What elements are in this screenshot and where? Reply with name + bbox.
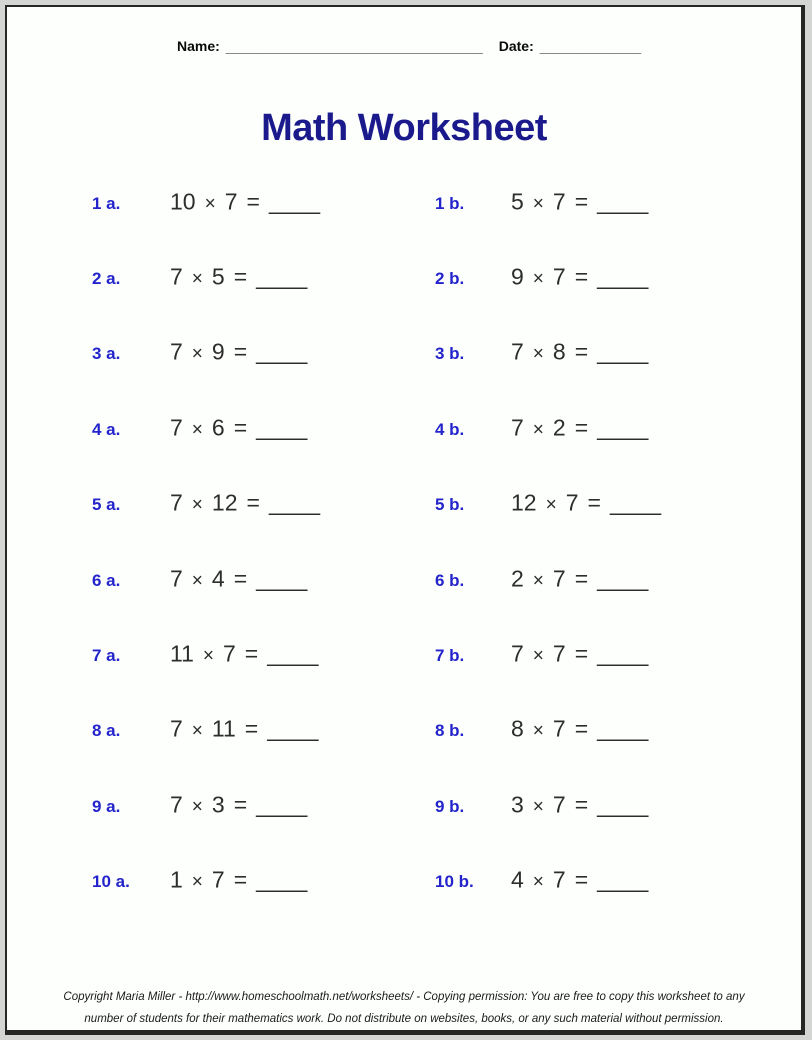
- factor-1: 7: [170, 564, 183, 591]
- times-icon: ×: [545, 494, 557, 516]
- problem-expression: [511, 640, 648, 667]
- equals-sign: =: [574, 263, 589, 290]
- problem-number: 7 b.: [435, 646, 465, 666]
- times-icon: ×: [191, 268, 203, 290]
- problem-number: 1 b.: [435, 193, 465, 213]
- problem-number: 2 b.: [435, 269, 465, 289]
- factor-1: 7: [170, 263, 183, 290]
- answer-blank: ____: [597, 414, 649, 441]
- times-icon: ×: [532, 193, 544, 215]
- equals-sign: =: [233, 263, 248, 290]
- problem-expression: [511, 565, 648, 592]
- answer-blank: ____: [256, 414, 308, 441]
- problem-number: 3 b.: [435, 344, 465, 364]
- problem-number: 4 a.: [92, 419, 121, 439]
- date-label: Date:: [498, 38, 534, 54]
- problem-number: 8 b.: [435, 721, 465, 741]
- times-icon: ×: [191, 871, 203, 893]
- times-icon: ×: [532, 796, 544, 818]
- problem-expression: [511, 263, 648, 290]
- problem-row-9: [7, 769, 801, 844]
- factor-1: 8: [511, 715, 524, 742]
- factor-1: 7: [170, 338, 183, 365]
- problem-number: 7 a.: [92, 646, 121, 666]
- times-icon: ×: [532, 569, 544, 591]
- answer-blank: ____: [597, 564, 649, 591]
- answer-blank: ____: [256, 338, 308, 365]
- problem-number: 9 b.: [435, 796, 465, 816]
- problems-grid: [7, 166, 801, 920]
- problem-number: 2 a.: [92, 269, 121, 289]
- equals-sign: =: [246, 188, 260, 215]
- problem-number: 5 b.: [435, 495, 465, 515]
- times-icon: ×: [191, 720, 203, 742]
- times-icon: ×: [532, 720, 544, 742]
- problem-expression: [170, 640, 318, 667]
- factor-2: 11: [211, 715, 236, 742]
- copyright-footer: [7, 986, 801, 1030]
- problem-expression: [170, 414, 307, 441]
- answer-blank: ____: [256, 263, 308, 290]
- times-icon: ×: [532, 419, 544, 441]
- answer-blank: ____: [609, 489, 662, 516]
- factor-2: 7: [552, 640, 566, 667]
- problem-row-7: [7, 618, 801, 693]
- factor-1: 9: [511, 263, 524, 290]
- equals-sign: =: [574, 791, 589, 818]
- equals-sign: =: [587, 489, 601, 516]
- problem-row-10: [7, 845, 801, 920]
- page-title: Math Worksheet: [261, 107, 547, 149]
- copyright-line-1: Copyright Maria Miller - http://www.homeschoolmath.net/worksheets/ - Copying permission: You are free to copy this worksheet to any: [63, 991, 745, 1003]
- answer-blank: ____: [597, 188, 649, 215]
- factor-1: 1: [170, 866, 183, 893]
- answer-blank: ____: [597, 791, 649, 818]
- problem-expression: [170, 339, 307, 366]
- factor-2: 5: [211, 263, 225, 290]
- factor-1: 4: [511, 866, 524, 893]
- factor-1: 7: [170, 791, 183, 818]
- factor-1: 10: [170, 188, 196, 215]
- answer-blank: ____: [268, 489, 321, 516]
- date-blank-line: _____________: [539, 38, 641, 54]
- times-icon: ×: [191, 419, 203, 441]
- factor-2: 4: [211, 564, 225, 591]
- problem-expression: [170, 867, 307, 894]
- times-icon: ×: [532, 871, 544, 893]
- times-icon: ×: [204, 193, 216, 215]
- problem-number: 5 a.: [92, 495, 121, 515]
- times-icon: ×: [202, 645, 214, 667]
- problem-expression: [511, 339, 648, 366]
- answer-blank: ____: [597, 866, 649, 893]
- factor-2: 6: [211, 414, 225, 441]
- equals-sign: =: [574, 640, 589, 667]
- equals-sign: =: [244, 715, 259, 742]
- problem-row-2: [7, 241, 801, 316]
- equals-sign: =: [233, 564, 248, 591]
- problem-expression: [511, 867, 648, 894]
- times-icon: ×: [532, 645, 544, 667]
- times-icon: ×: [532, 268, 544, 290]
- equals-sign: =: [233, 866, 248, 893]
- times-icon: ×: [532, 343, 544, 365]
- problem-number: 9 a.: [92, 796, 121, 816]
- factor-2: 7: [211, 866, 225, 893]
- problem-number: 10 b.: [435, 872, 474, 892]
- problem-row-4: [7, 392, 801, 467]
- factor-2: 7: [223, 640, 236, 667]
- factor-2: 7: [224, 188, 238, 215]
- times-icon: ×: [191, 569, 203, 591]
- factor-2: 8: [552, 338, 566, 365]
- factor-2: 2: [552, 414, 566, 441]
- problem-number: 3 a.: [92, 344, 121, 364]
- answer-blank: ____: [256, 866, 308, 893]
- problem-number: 1 a.: [92, 193, 121, 213]
- factor-1: 3: [511, 791, 524, 818]
- problem-row-6: [7, 543, 801, 618]
- copyright-line-2: number of students for their mathematics work. Do not distribute on websites, books, or any such material without permission.: [84, 1013, 724, 1025]
- factor-2: 7: [552, 263, 566, 290]
- equals-sign: =: [244, 640, 259, 667]
- problem-number: 4 b.: [435, 419, 465, 439]
- equals-sign: =: [246, 489, 260, 516]
- factor-2: 9: [211, 338, 225, 365]
- answer-blank: ____: [267, 640, 319, 667]
- factor-1: 7: [170, 489, 183, 516]
- name-blank-line: _________________________________: [225, 38, 483, 54]
- equals-sign: =: [574, 866, 589, 893]
- equals-sign: =: [574, 338, 589, 365]
- factor-1: 7: [170, 414, 183, 441]
- factor-1: 2: [511, 564, 524, 591]
- factor-2: 7: [552, 564, 566, 591]
- factor-1: 7: [511, 338, 524, 365]
- answer-blank: ____: [597, 640, 649, 667]
- factor-2: 12: [211, 489, 238, 516]
- answer-blank: ____: [597, 338, 649, 365]
- answer-blank: ____: [267, 715, 319, 742]
- problem-expression: [511, 716, 648, 743]
- equals-sign: =: [233, 791, 248, 818]
- factor-2: 7: [552, 791, 566, 818]
- factor-2: 3: [211, 791, 225, 818]
- problem-expression: [170, 565, 307, 592]
- equals-sign: =: [574, 414, 589, 441]
- problem-row-3: [7, 317, 801, 392]
- answer-blank: ____: [256, 791, 308, 818]
- problem-expression: [170, 263, 307, 290]
- problem-expression: [511, 791, 648, 818]
- problem-number: 10 a.: [92, 872, 130, 892]
- factor-1: 7: [511, 640, 524, 667]
- problem-expression: [511, 414, 648, 441]
- factor-1: 12: [511, 489, 537, 516]
- factor-2: 7: [552, 188, 566, 215]
- factor-1: 7: [170, 715, 183, 742]
- factor-2: 7: [552, 866, 566, 893]
- answer-blank: ____: [256, 564, 308, 591]
- problem-number: 8 a.: [92, 721, 121, 741]
- problem-expression: [170, 716, 318, 743]
- factor-1: 11: [170, 640, 194, 667]
- problem-expression: [170, 188, 320, 215]
- factor-1: 5: [511, 188, 524, 215]
- equals-sign: =: [233, 338, 248, 365]
- problem-row-1: [7, 166, 801, 241]
- problem-number: 6 a.: [92, 570, 121, 590]
- problem-row-5: [7, 468, 801, 543]
- equals-sign: =: [574, 564, 589, 591]
- factor-1: 7: [511, 414, 524, 441]
- name-label: Name:: [177, 38, 220, 54]
- equals-sign: =: [574, 715, 589, 742]
- problem-row-8: [7, 694, 801, 769]
- answer-blank: ____: [597, 263, 649, 290]
- problem-expression: [170, 490, 320, 517]
- answer-blank: ____: [268, 188, 321, 215]
- answer-blank: ____: [597, 715, 649, 742]
- problem-expression: [170, 791, 307, 818]
- problem-number: 6 b.: [435, 570, 465, 590]
- problem-expression: [511, 188, 648, 215]
- times-icon: ×: [191, 796, 203, 818]
- times-icon: ×: [191, 343, 203, 365]
- problem-expression: [511, 490, 661, 517]
- factor-2: 7: [565, 489, 579, 516]
- equals-sign: =: [233, 414, 248, 441]
- worksheet-page: [5, 5, 805, 1035]
- equals-sign: =: [574, 188, 589, 215]
- times-icon: ×: [191, 494, 203, 516]
- factor-2: 7: [552, 715, 566, 742]
- header: [177, 38, 641, 54]
